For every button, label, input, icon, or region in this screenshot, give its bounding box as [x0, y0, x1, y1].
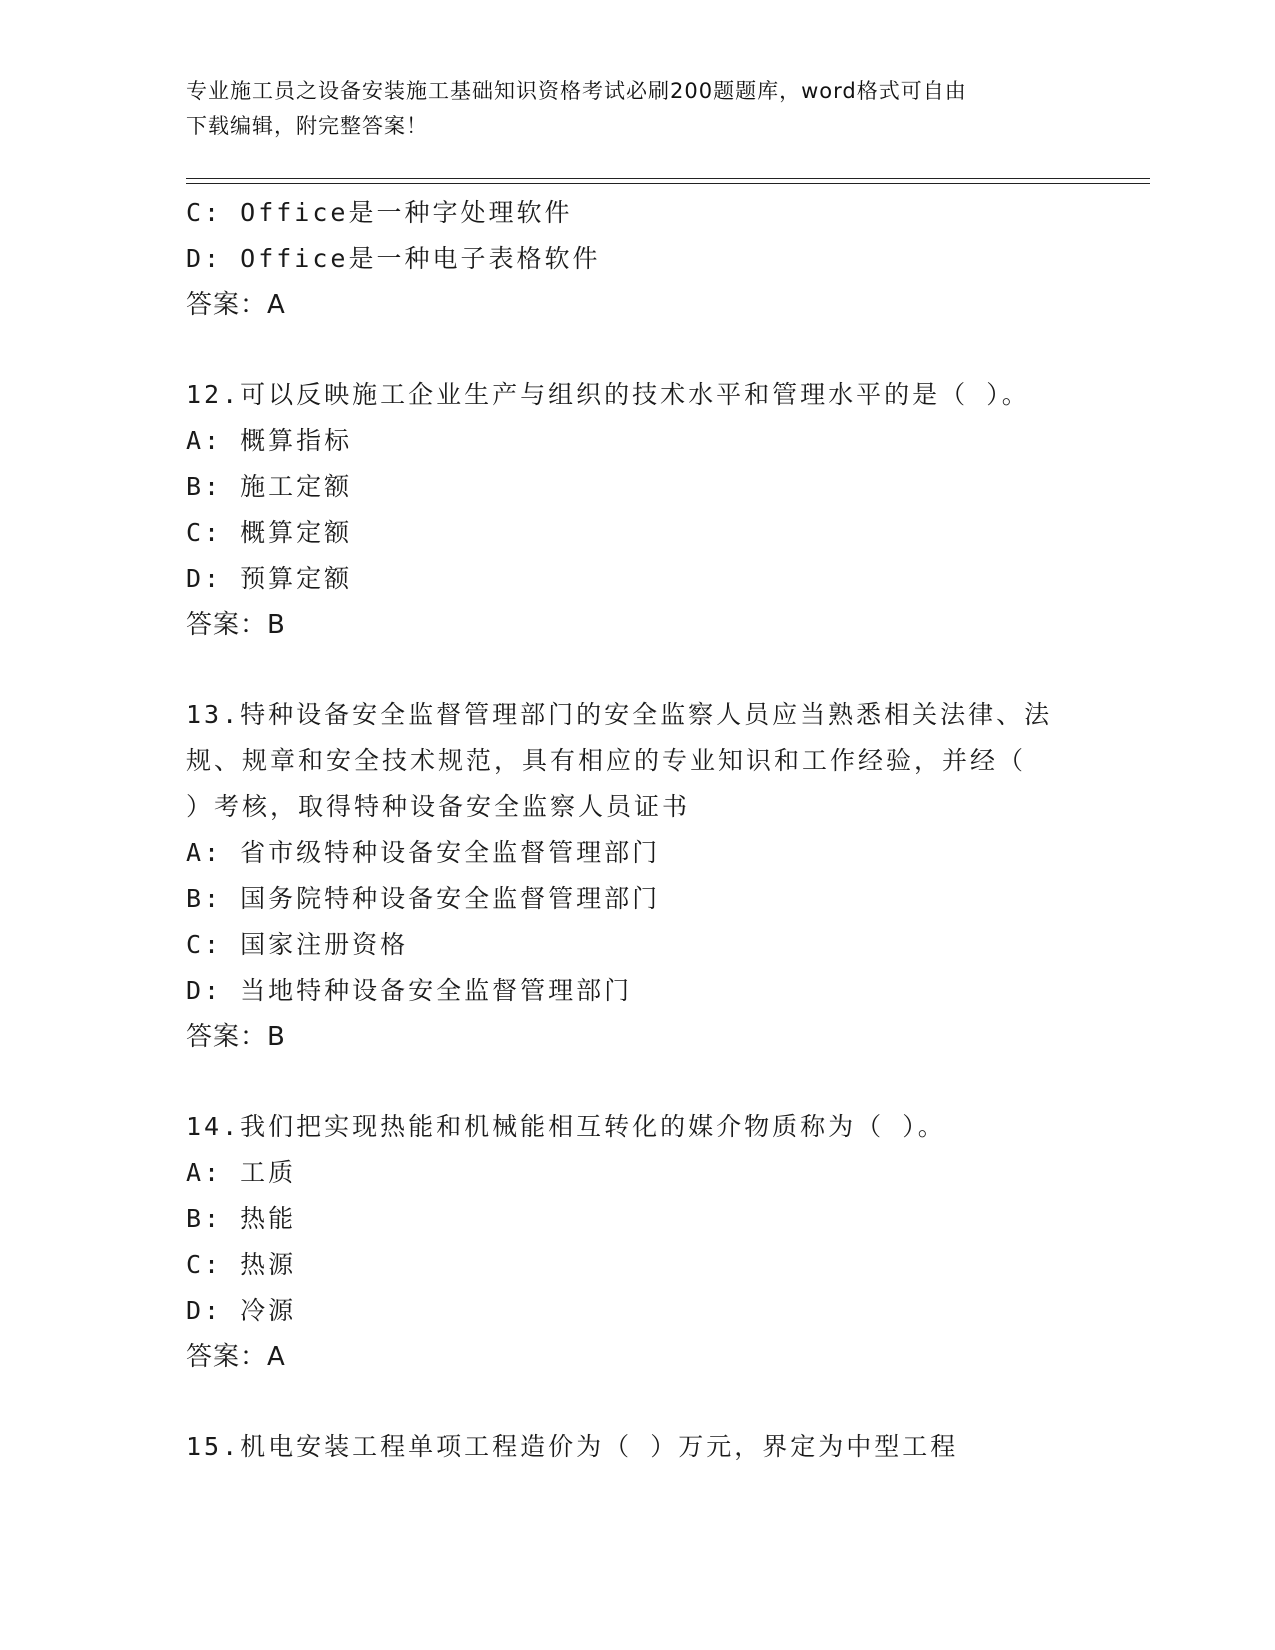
q14-answer: 答案：A — [186, 1342, 286, 1372]
q13-stem-line-1: 13.特种设备安全监督管理部门的安全监察人员应当熟悉相关法律、法 — [186, 700, 1053, 729]
q15-stem: 15.机电安装工程单项工程造价为（ ）万元，界定为中型工程 — [186, 1432, 959, 1461]
q14-stem: 14.我们把实现热能和机械能相互转化的媒介物质称为（ ）。 — [186, 1112, 946, 1141]
q11-option-c: C: Office是一种字处理软件 — [186, 198, 573, 227]
q14-option-a: A: 工质 — [186, 1158, 297, 1187]
q13-option-d: D: 当地特种设备安全监督管理部门 — [186, 976, 633, 1005]
header-divider-bottom — [186, 183, 1150, 184]
q12-option-a: A: 概算指标 — [186, 426, 353, 455]
question-12 — [186, 372, 1116, 648]
question-list — [186, 190, 1116, 1470]
q13-option-a: A: 省市级特种设备安全监督管理部门 — [186, 838, 661, 867]
document-header — [186, 74, 1086, 144]
q14-option-b: B: 热能 — [186, 1204, 297, 1233]
question-11 — [186, 190, 1116, 328]
q13-stem-line-2: 规、规章和安全技术规范，具有相应的专业知识和工作经验，并经（ — [186, 746, 1027, 775]
q12-option-b: B: 施工定额 — [186, 472, 353, 501]
q13-option-b: B: 国务院特种设备安全监督管理部门 — [186, 884, 661, 913]
q13-stem-line-3: ）考核，取得特种设备安全监察人员证书 — [186, 792, 691, 821]
header-line-1: 专业施工员之设备安装施工基础知识资格考试必刷200题题库，word格式可自由 — [186, 79, 967, 103]
q13-answer: 答案：B — [186, 1022, 286, 1052]
q13-option-c: C: 国家注册资格 — [186, 930, 409, 959]
header-line-2: 下载编辑，附完整答案！ — [186, 114, 428, 138]
q12-option-d: D: 预算定额 — [186, 564, 353, 593]
q14-option-c: C: 热源 — [186, 1250, 297, 1279]
q11-option-d: D: Office是一种电子表格软件 — [186, 244, 601, 273]
q14-option-d: D: 冷源 — [186, 1296, 297, 1325]
question-13 — [186, 692, 1116, 1060]
q11-answer: 答案：A — [186, 290, 286, 320]
q12-option-c: C: 概算定额 — [186, 518, 353, 547]
q12-answer: 答案：B — [186, 610, 286, 640]
header-divider-top — [186, 178, 1150, 179]
q12-stem: 12.可以反映施工企业生产与组织的技术水平和管理水平的是（ ）。 — [186, 380, 1030, 409]
question-15 — [186, 1424, 1116, 1470]
question-14 — [186, 1104, 1116, 1380]
